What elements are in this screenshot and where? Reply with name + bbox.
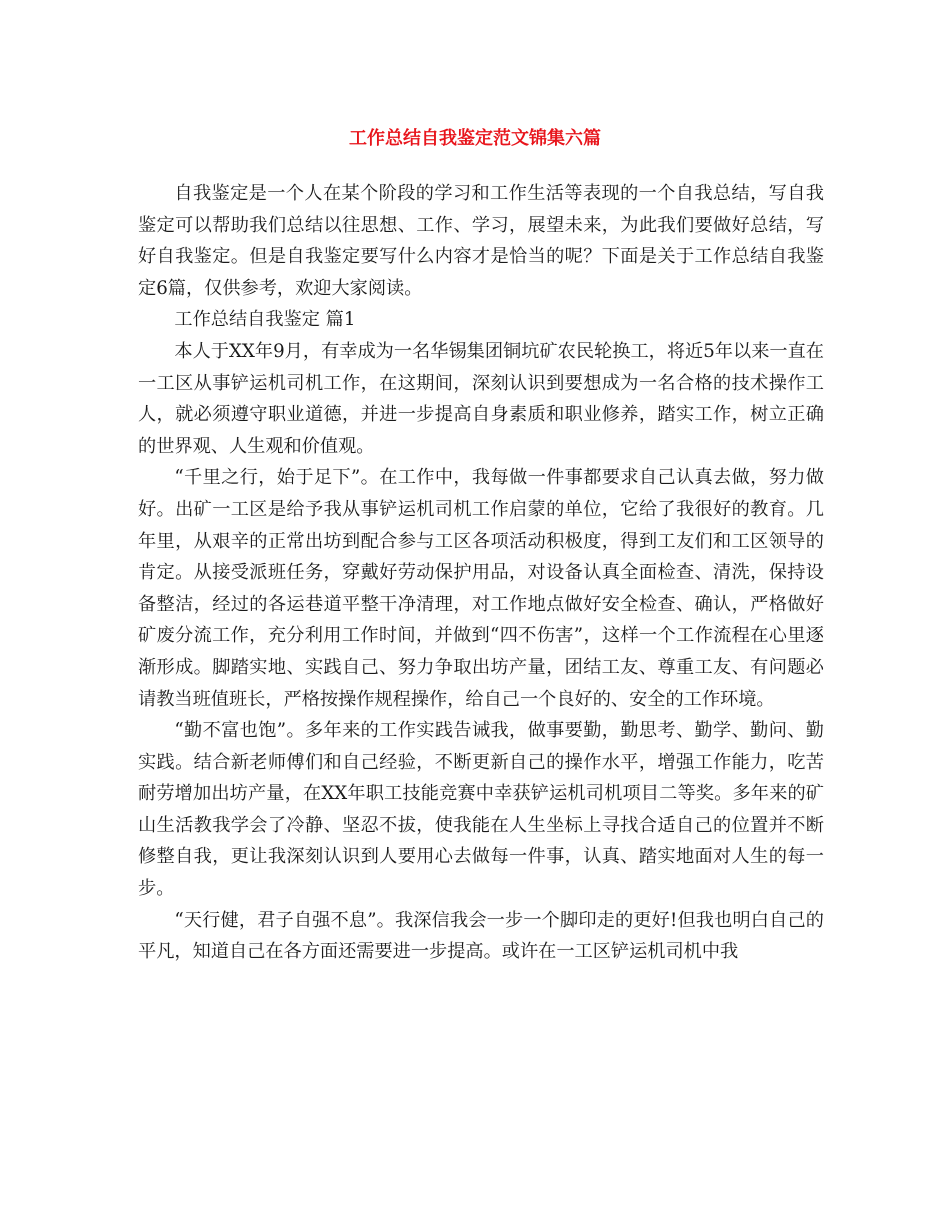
paragraph: 本人于XX年9月，有幸成为一名华锡集团铜坑矿农民轮换工，将近5年以来一直在一工区从事铲运机司机工作，在这期间，深刻认识到要想成为一名合格的技术操作工人，就必须遵守职业道德，并进一步提高自身素质和职业修养，踏实工作，树立正确的世界观、人生观和价值观。 bbox=[138, 340, 824, 457]
document-body bbox=[138, 178, 824, 968]
paragraph-intro: 自我鉴定是一个人在某个阶段的学习和工作生活等表现的一个自我总结，写自我鉴定可以帮助我们总结以往思想、工作、学习，展望未来，为此我们要做好总结，写好自我鉴定。但是自我鉴定要写什么内容才是恰当的呢？下面是关于工作总结自我鉴定6篇，仅供参考，欢迎大家阅读。 bbox=[138, 183, 824, 299]
paragraph: “千里之行，始于足下”。在工作中，我每做一件事都要求自己认真去做，努力做好。出矿一工区是给予我从事铲运机司机工作启蒙的单位，它给了我很好的教育。几年里，从艰辛的正常出坊到配合参与工区各项活动积极度，得到工友们和工区领导的肯定。从接受派班任务，穿戴好劳动保护用品，对设备认真全面检查、清洗，保持设备整洁，经过的各运巷道平整干净清理，对工作地点做好安全检查、确认，严格做好矿废分流工作，充分利用工作时间，并做到“四不伤害”，这样一个工作流程在心里逐渐形成。脚踏实地、实践自己、努力争取出坊产量，团结工友、尊重工友、有问题必请教当班值班长，严格按操作规程操作，给自己一个良好的、安全的工作环境。 bbox=[138, 467, 824, 710]
section-heading: 工作总结自我鉴定 篇1 bbox=[174, 309, 356, 331]
document-title: 工作总结自我鉴定范文锦集六篇 bbox=[349, 128, 601, 149]
paragraph: “天行健，君子自强不息”。我深信我会一步一个脚印走的更好!但我也明白自己的平凡，知道自己在各方面还需要进一步提高。或许在一工区铲运机司机中我 bbox=[138, 909, 824, 963]
paragraph: “勤不富也饱”。多年来的工作实践告诫我，做事要勤，勤思考、勤学、勤问、勤实践。结合新老师傅们和自己经验，不断更新自己的操作水平，增强工作能力，吃苦耐劳增加出坊产量，在XX年职工技能竞赛中幸获铲运机司机项目二等奖。多年来的矿山生活教我学会了冷静、坚忍不拔，使我能在人生坐标上寻找合适自己的位置并不断修整自我，更让我深刻认识到人要用心去做每一件事，认真、踏实地面对人生的每一步。 bbox=[138, 720, 824, 900]
